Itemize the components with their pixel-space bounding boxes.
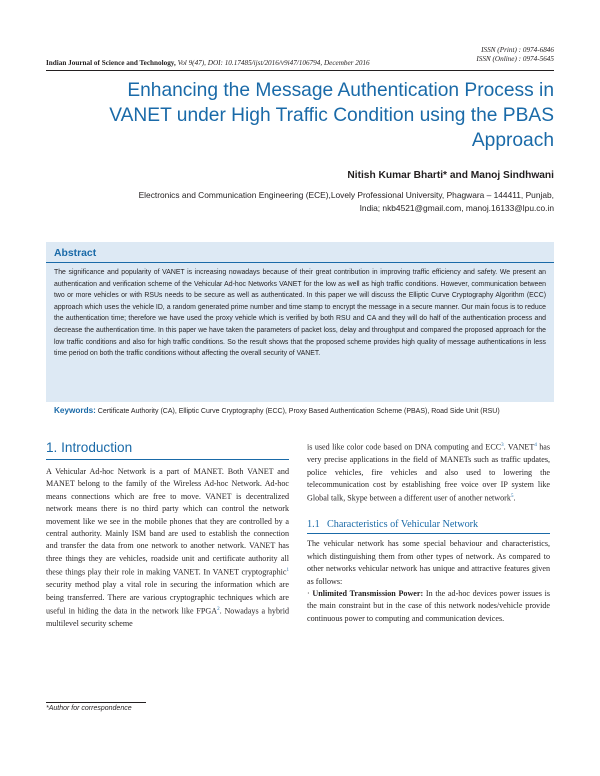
abstract-box — [46, 242, 554, 402]
running-header — [46, 46, 554, 70]
right-column — [307, 440, 550, 625]
characteristics-paragraph: The vehicular network has some special behaviour and characteristics, which distinguishing them from other types of network. As compared to other networks vehicular network has unique and attractive features given as follows: — [307, 539, 550, 586]
keywords-label: Keywords: — [54, 406, 96, 415]
subsection-heading — [307, 519, 550, 532]
title-line-1: Enhancing the Message Authentication Process in — [127, 80, 554, 101]
intro-text-2: security method play a vital role in securing the information which are being transferred. There are various cryptographic techniques which are useful in hiding the data in the network like FPGA — [46, 580, 289, 616]
intro-text-1: A Vehicular Ad-hoc Network is a part of MANET. Both VANET and MANET belong to the family of the Wireless Ad-hoc Network. Ad-hoc means connections which are free to move. VANET is decentralized network means there is no third party which can control the network movement like we see in the mobile phones that they are controlled by a central authority. Mainly ISM band are used to establish the connection and transfer the data from one network to another network. VANET has three things they are vehicles, roadside unit and certificate authority all these things play their role in making VANET. In VANET cryptographic — [46, 467, 289, 577]
correspondence-footnote: *Author for correspondence — [46, 705, 132, 712]
header-divider — [46, 70, 554, 71]
title-line-3: Approach — [471, 130, 554, 151]
continued-paragraph — [307, 440, 550, 505]
issn-online: ISSN (Online) : 0974-5645 — [476, 55, 554, 63]
right-text-2: . VANET — [503, 442, 535, 452]
left-column — [46, 440, 289, 631]
authors: Nitish Kumar Bharti* and Manoj Sindhwani — [347, 170, 554, 181]
keywords — [54, 405, 554, 418]
bullet-item — [307, 588, 550, 625]
abstract-divider — [46, 262, 554, 263]
subsection-title: Characteristics of Vehicular Network — [327, 519, 479, 531]
journal-meta: Vol 9(47), DOI: 10.17485/ijst/2016/v9i47/106794, December 2016 — [175, 59, 370, 67]
abstract-heading: Abstract — [54, 248, 97, 259]
issn-block — [476, 46, 554, 64]
citation-link[interactable]: 1 — [286, 568, 289, 574]
citation-link[interactable]: 4 — [534, 443, 537, 448]
intro-text-3: . Nowadays a hybrid multilevel security scheme — [46, 606, 290, 629]
introduction-divider — [46, 459, 289, 460]
title-line-2: VANET under High Traffic Condition using the PBAS — [109, 105, 554, 126]
introduction-heading: 1. Introduction — [46, 440, 133, 455]
footnote-divider — [46, 702, 146, 703]
citation-link[interactable]: 5 — [510, 494, 514, 500]
subsection-divider — [307, 533, 550, 534]
right-text-4: . — [513, 494, 516, 503]
affiliation-line-2: India; nkb4521@gmail.com, manoj.16133@lpu.co.in — [359, 202, 554, 213]
citation-link[interactable]: 2 — [217, 607, 220, 613]
affiliation — [70, 189, 554, 214]
journal-citation — [46, 59, 370, 67]
subsection-number: 1.1 — [307, 519, 320, 531]
journal-name: Indian Journal of Science and Technology, — [46, 59, 176, 67]
citation-link[interactable]: 3 — [501, 443, 504, 448]
right-text-1: is used like color code based on DNA computing and ECC — [307, 442, 502, 452]
keywords-text: Certificate Authority (CA), Elliptic Curve Cryptography (ECC), Proxy Based Authentication Scheme (PBAS), Road Side Unit (RSU) — [95, 408, 500, 415]
bullet-marker: · — [307, 589, 313, 599]
issn-print: ISSN (Print) : 0974-6846 — [481, 46, 554, 54]
paper-title — [46, 78, 554, 153]
bullet-label: Unlimited Transmission Power: — [312, 589, 424, 599]
affiliation-line-1: Electronics and Communication Engineering (ECE),Lovely Professional University, Phagwara – 144411, Punjab, — [138, 190, 554, 200]
abstract-text: The significance and popularity of VANET is increasing nowadays because of their great contribution in improving traffic efficiency and safety. We present an authentication and verification scheme of the Vehicular Ad-hoc Networks VANET for the low as well as high traffic conditions. However, communication between two or more vehicles or with RSUs needs to be secure as well as authenticated. In this paper we will discuss the Elliptic Curve Cryptography Algorithm (ECC) approach which uses the vehicle ID, a random generated prime number and time stamp to encrypt the message in a secure manner. Our main focus is to reduce the authentication time; therefore we have used the proxy vehicle which is verified by both RSU and CA and they will do half of the authentication process and decrease the authentication time. In this paper we have taken the parameters of packet loss, delay and throughput and compared the proposed approach for the low traffic conditions and also for high traffic conditions. So the result shows that the proposed scheme provides high quality of message authentications in less time period on both the traffic conditions without affecting the overall security of VANET. — [54, 269, 546, 358]
bullet-text: In the ad-hoc devices power issues is the main constraint but in the case of this network nodes/vehicle provide continuous power to computing and communication devices. — [307, 589, 551, 623]
introduction-paragraph — [46, 466, 289, 631]
right-text-3: has very precise applications in the field of MANETs such as traffic updates, police vehicles, fire vehicles and also used to lowering the telecommunication cost by establishing free voice over IP system like Global talk, Skype between a different user of another network — [307, 442, 551, 503]
